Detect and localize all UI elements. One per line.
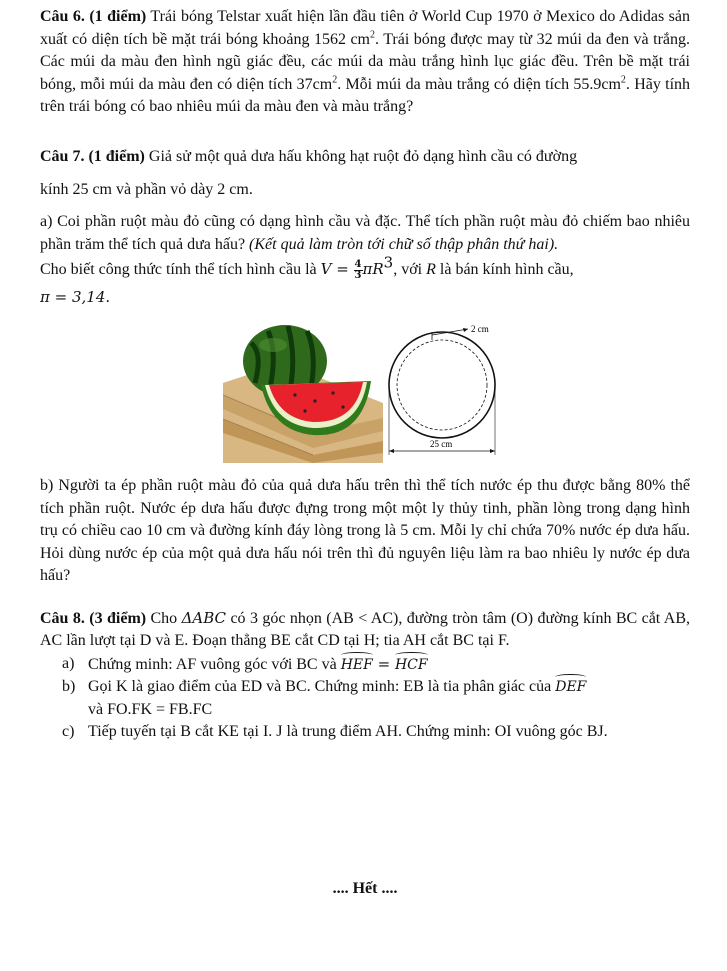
label-25cm: 25 cm bbox=[430, 439, 453, 449]
question-8-item-b bbox=[62, 676, 690, 721]
part-a-note: (Kết quả làm tròn tới chữ số thập phân thứ hai). bbox=[249, 235, 559, 253]
formula-exp: 3 bbox=[383, 253, 394, 272]
question-7-line2: kính 25 cm và phần vỏ dày 2 cm. bbox=[40, 180, 253, 198]
question-6-title: Câu 6. (1 điểm) bbox=[40, 8, 147, 25]
formula-v: V = bbox=[320, 260, 354, 278]
formula-pre: Cho biết công thức tính thể tích hình cầu là bbox=[40, 261, 321, 278]
end-marker: .... Hết .... bbox=[332, 880, 398, 897]
question-8-intro bbox=[40, 607, 690, 653]
sup-2: 2 bbox=[332, 74, 338, 86]
fraction-den: 3 bbox=[354, 269, 362, 281]
question-7-line1-text: Giả sử một quả dưa hấu không hạt ruột đỏ dạng hình cầu có đường bbox=[144, 147, 578, 165]
angle-def: DEF bbox=[555, 676, 586, 699]
question-7-title: Câu 7. (1 điểm) bbox=[40, 147, 145, 165]
question-7-part-b: b) Người ta ép phần ruột màu đỏ của quả dưa hấu trên thì thể tích nước ép thu được bằng 80% thể tích phần ruột. Nước ép dưa hấu được đựng trong một một ly thủy tinh, phần lòng trong dạng hình trụ có chiều cao 10 cm và đường kính đáy lòng trong là 5 cm. Mỗi ly chỉ chứa 70% nước ép dưa hấu. Hỏi dùng nước ép của một quả dưa hấu nói trên thì đủ nguyên liệu làm ra bao nhiêu ly nước ép dưa hấu? bbox=[40, 477, 690, 584]
question-8-intro-b: có 3 góc nhọn (AB < AC), đường tròn tâm (O) đường kính BC cắt AB, AC lần lượt tại D và E. Đoạn thẳng BE cắt CD tại H; tia AH cắt BC tại F. bbox=[40, 609, 690, 649]
cross-section-diagram bbox=[380, 323, 510, 463]
angle-hef: HEF bbox=[341, 654, 373, 677]
question-8-intro-a: Cho bbox=[146, 609, 182, 627]
watermelon-image bbox=[223, 323, 383, 463]
fraction-num: 4 bbox=[354, 258, 362, 270]
outer-circle bbox=[389, 332, 495, 438]
item-text bbox=[88, 653, 690, 677]
pi-value-text: π = 3,14. bbox=[40, 287, 111, 306]
formula-pi-r: πR bbox=[362, 260, 384, 278]
question-6-text-a: Trái bóng Telstar xuất hiện lần đầu tiên ở World Cup 1970 ở Mexico do Adidas sản xuất có diện tích bề mặt trái bóng khoảng 1562 cm bbox=[40, 8, 691, 48]
watermelon-figure bbox=[40, 323, 690, 463]
item-a-text: Chứng minh: AF vuông góc với BC và bbox=[88, 655, 341, 673]
question-6-text-c: . Mỗi múi da màu trắng có diện tích 55.9cm bbox=[337, 75, 621, 93]
exam-page bbox=[40, 6, 691, 897]
question-8-item-a bbox=[62, 653, 690, 677]
item-b-text: Gọi K là giao điểm của ED và BC. Chứng minh: EB là tia phân giác của bbox=[88, 678, 556, 695]
item-c-text: Tiếp tuyến tại B cắt KE tại I. J là trung điểm AH. Chứng minh: OI vuông góc BJ. bbox=[88, 723, 608, 740]
item-b-text2: và FO.FK = FB.FC bbox=[88, 700, 213, 718]
formula-r: R bbox=[426, 261, 436, 278]
sup-3: 2 bbox=[620, 74, 626, 86]
item-label: a) bbox=[62, 654, 75, 672]
question-8-item-c bbox=[62, 721, 690, 744]
equals-sign: = bbox=[372, 654, 395, 673]
item-text bbox=[88, 676, 690, 721]
question-8-title: Câu 8. (3 điểm) bbox=[40, 609, 147, 627]
inner-circle bbox=[397, 340, 487, 430]
question-7 bbox=[40, 146, 690, 588]
question-8 bbox=[40, 607, 690, 744]
triangle-abc: ΔABC bbox=[181, 608, 227, 627]
pi-value bbox=[40, 286, 690, 310]
question-8-items bbox=[62, 653, 690, 744]
sup-1: 2 bbox=[370, 29, 376, 41]
item-label: c) bbox=[62, 723, 75, 740]
volume-formula bbox=[40, 253, 690, 282]
question-7-line1 bbox=[40, 146, 690, 168]
fraction bbox=[354, 260, 363, 281]
formula-post-a: , với bbox=[393, 261, 427, 278]
label-2cm: 2 cm bbox=[471, 324, 489, 334]
question-7-part-a bbox=[40, 211, 690, 256]
question-6 bbox=[40, 6, 690, 119]
angle-hcf: HCF bbox=[395, 654, 428, 677]
question-6-text-d: . Hãy tính trên trái bóng có bao nhiêu múi da màu đen và màu trắng? bbox=[40, 75, 691, 115]
formula-post-b: là bán kính hình cầu, bbox=[435, 261, 574, 278]
part-a-text: a) Coi phần ruột màu đỏ cũng có dạng hình cầu và đặc. Thể tích phần ruột màu đỏ chiếm bao nhiêu phần trăm thể tích quả dưa hấu? bbox=[40, 213, 690, 253]
item-label: b) bbox=[62, 678, 76, 695]
question-6-text-b: . Trái bóng được may từ 32 múi da đen và trắng. Các múi da màu đen hình ngũ giác đều, các múi da màu trắng hình lục giác đều. Trên bề mặt trái bóng, mỗi múi da màu đen có diện tích 37cm bbox=[40, 30, 691, 93]
